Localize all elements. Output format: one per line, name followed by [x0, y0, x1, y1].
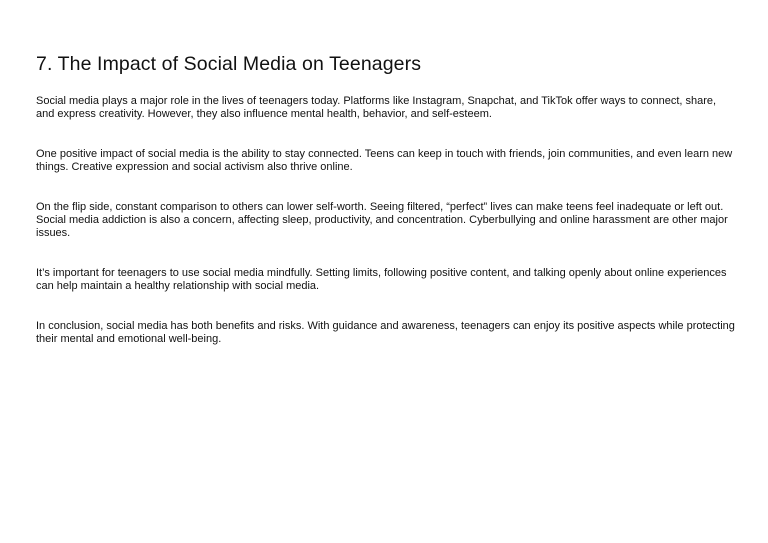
paragraph-mindful-use: It’s important for teenagers to use social media mindfully. Setting limits, following positive content, and talking openly about online experiences can help maintain a healthy relationship with social media. — [36, 267, 727, 292]
paragraph-negative-impact: On the flip side, constant comparison to others can lower self-worth. Seeing filtered, “perfect” lives can make teens feel inadequate or left out. Social media addiction is also a concern, affecting sleep, productivity, and concentration. Cyberbullying and online harassment are other major issues. — [36, 201, 728, 239]
paragraph-positive-impact: One positive impact of social media is the ability to stay connected. Teens can keep in touch with friends, join communities, and even learn new things. Creative expression and social activism also thrive online. — [36, 148, 733, 173]
document-title: 7. The Impact of Social Media on Teenagers — [36, 53, 422, 75]
paragraph-conclusion: In conclusion, social media has both benefits and risks. With guidance and awareness, teenagers can enjoy its positive aspects while protecting their mental and emotional well-being. — [36, 320, 735, 345]
document-page — [36, 52, 736, 373]
paragraph-intro: Social media plays a major role in the lives of teenagers today. Platforms like Instagram, Snapchat, and TikTok offer ways to connect, share, and express creativity. However, they also influence mental health, behavior, and self-esteem. — [36, 95, 717, 120]
